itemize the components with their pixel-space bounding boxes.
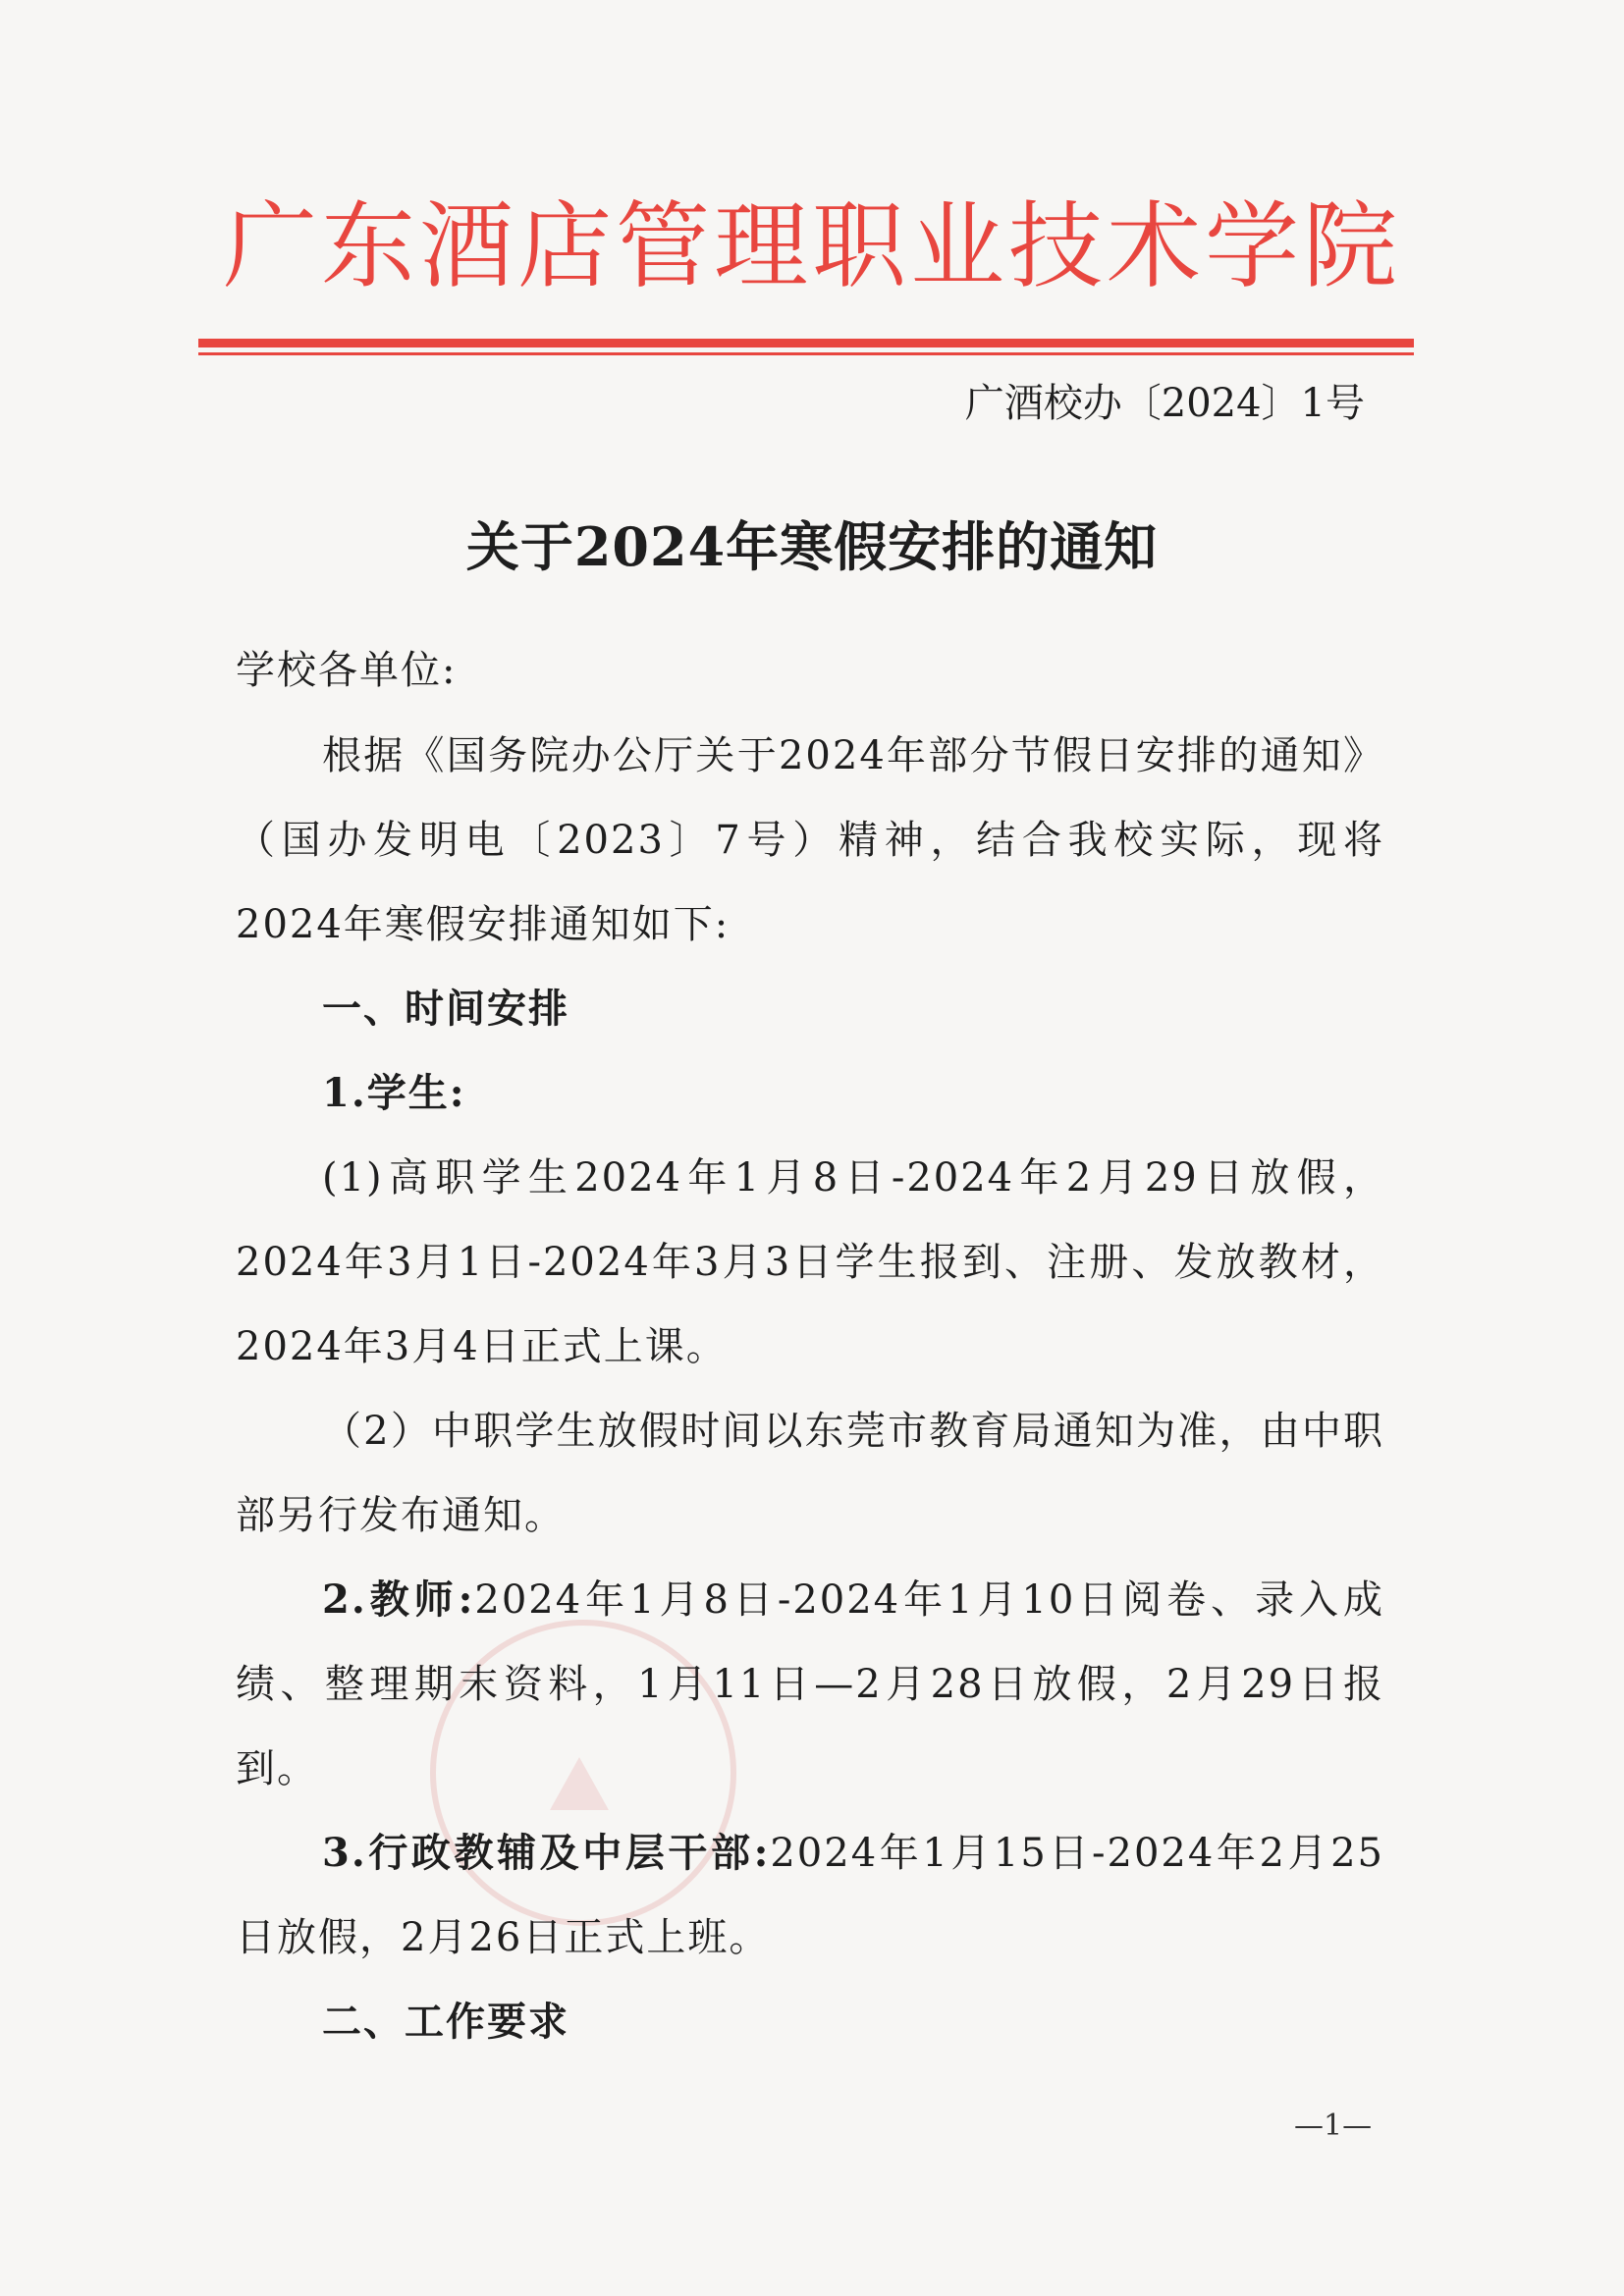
admin-paragraph xyxy=(236,1811,1384,1980)
admin-label: 3.行政教辅及中层干部: xyxy=(322,1830,771,1876)
intro-paragraph: 根据《国务院办公厅关于2024年部分节假日安排的通知》（国办发明电〔2023〕7号）精神，结合我校实际，现将2024年寒假安排通知如下: xyxy=(236,733,1384,947)
salutation: 学校各单位: xyxy=(236,648,458,693)
document-title: 关于2024年寒假安排的通知 xyxy=(465,515,1159,578)
teachers-paragraph xyxy=(236,1558,1384,1811)
students-paragraph-2 xyxy=(236,1389,1384,1558)
institution-header: 广东酒店管理职业技术学院 xyxy=(223,191,1401,301)
section-heading-1: 一、时间安排 xyxy=(322,986,569,1032)
students-paragraph-2-text: （2）中职学生放假时间以东莞市教育局通知为准，由中职部另行发布通知。 xyxy=(236,1409,1384,1538)
page-number: —1— xyxy=(1294,2109,1373,2143)
document-number: 广酒校办〔2024〕1号 xyxy=(964,381,1365,426)
header-red-rule-thin xyxy=(198,352,1414,355)
section-heading-2: 二、工作要求 xyxy=(322,1999,569,2045)
teachers-text: 2024年1月8日-2024年1月10日阅卷、录入成绩、整理期末资料，1月11日—2月28日放假，2月29日报到。 xyxy=(236,1577,1384,1791)
admin-text: 2024年1月15日-2024年2月25日放假，2月26日正式上班。 xyxy=(236,1831,1384,1960)
teachers-label: 2.教师: xyxy=(322,1576,475,1623)
students-paragraph-1: (1)高职学生2024年1月8日-2024年2月29日放假，2024年3月1日-2024年3月3日学生报到、注册、发放教材，2024年3月4日正式上课。 xyxy=(236,1155,1384,1369)
header-red-rule xyxy=(198,339,1414,347)
students-label: 1.学生: xyxy=(322,1070,466,1116)
